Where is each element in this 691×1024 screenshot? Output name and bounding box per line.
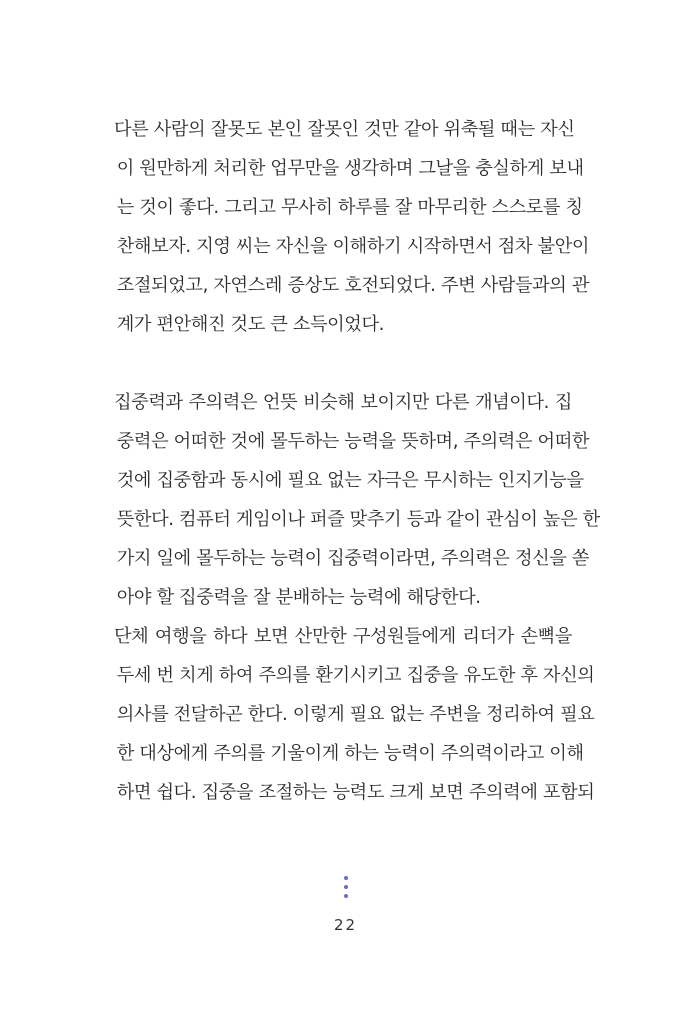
dot — [344, 876, 348, 880]
text-line: 것에 집중함과 동시에 필요 없는 자극은 무시하는 인지기능을 — [116, 470, 584, 491]
vertical-dots-icon — [0, 876, 691, 898]
text-line: 집중력과 주의력은 언뜻 비슷해 보이지만 다른 개념이다. 집 — [114, 392, 572, 413]
text-line: 뜻한다. 컴퓨터 게임이나 퍼즐 맞추기 등과 같이 관심이 높은 한 — [116, 509, 600, 530]
text-line: 는 것이 좋다. 그리고 무사히 하루를 잘 마무리한 스스로를 칭 — [116, 197, 583, 218]
text-line: 조절되었고, 자연스레 증상도 호전되었다. 주변 사람들과의 관 — [116, 275, 590, 296]
text-line: 가지 일에 몰두하는 능력이 집중력이라면, 주의력은 정신을 쏟 — [116, 548, 590, 569]
text-line: 이 원만하게 처리한 업무만을 생각하며 그날을 충실하게 보내 — [116, 158, 584, 179]
text-line: 계가 편안해진 것도 큰 소득이었다. — [116, 314, 385, 335]
text-line: 한 대상에게 주의를 기울이게 하는 능력이 주의력이라고 이해 — [116, 743, 584, 764]
text-line: 두세 번 치게 하여 주의를 환기시키고 집중을 유도한 후 자신의 — [116, 665, 595, 686]
text-line: 단체 여행을 하다 보면 산만한 구성원들에게 리더가 손뼉을 — [114, 626, 572, 647]
text-line: 중력은 어떠한 것에 몰두하는 능력을 뜻하며, 주의력은 어떠한 — [116, 431, 590, 452]
page-body — [94, 110, 600, 812]
page-number: 22 — [333, 916, 358, 934]
text-line: 찬해보자. 지영 씨는 자신을 이해하기 시작하면서 점차 불안이 — [116, 236, 590, 257]
dot — [344, 894, 348, 898]
paragraph-2 — [94, 383, 600, 617]
page-footer — [0, 876, 691, 934]
paragraph-1 — [94, 110, 590, 344]
text-line: 하면 쉽다. 집중을 조절하는 능력도 크게 보면 주의력에 포함되 — [116, 782, 595, 803]
dot — [344, 885, 348, 889]
text-line: 의사를 전달하곤 한다. 이렇게 필요 없는 주변을 정리하여 필요 — [116, 704, 595, 725]
text-line: 다른 사람의 잘못도 본인 잘못인 것만 같아 위축될 때는 자신 — [114, 119, 575, 140]
text-line: 아야 할 집중력을 잘 분배하는 능력에 해당한다. — [116, 587, 481, 608]
paragraph-3 — [94, 617, 595, 812]
